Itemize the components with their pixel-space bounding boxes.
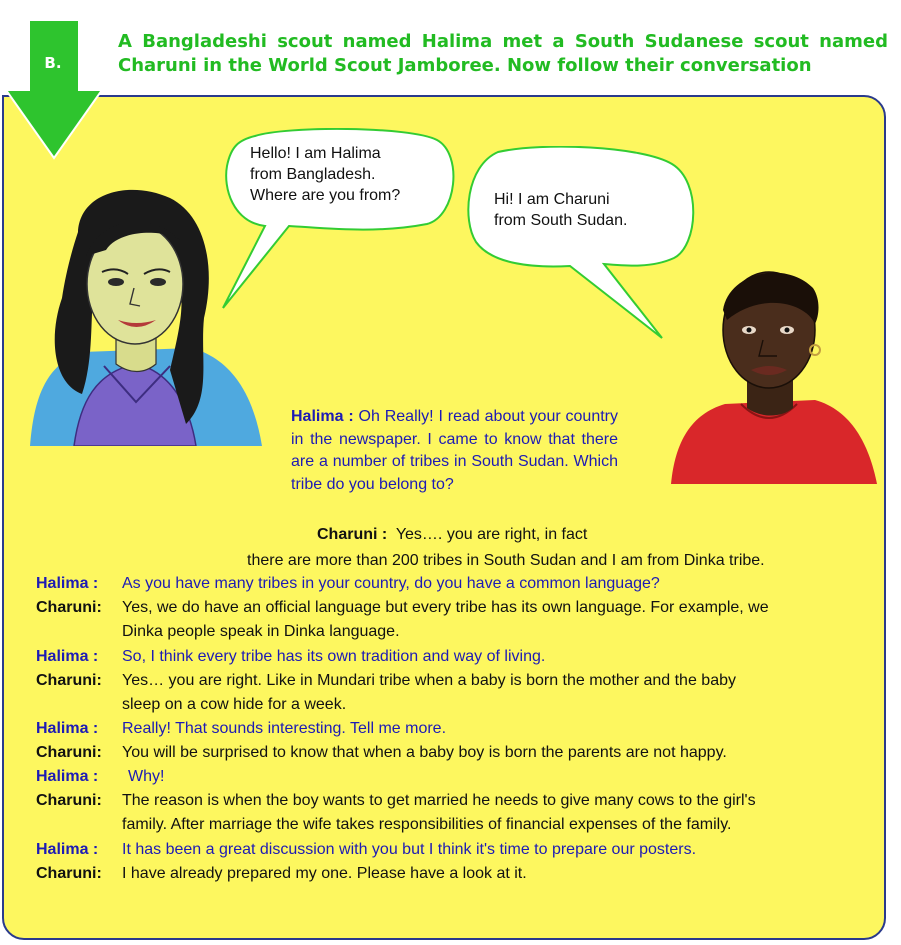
section-heading: A Bangladeshi scout named Halima met a South Sudanese scout named Charuni in the World Scout Jamboree. Now follow their conversation [118,31,888,76]
dialogue-text: there are more than 200 tribes in South Sudan and I am from Dinka tribe. [247,552,765,569]
speaker-label: Charuni : [317,526,388,543]
charuni-illustration [665,258,880,484]
dialogue-text-cont: Dinka people speak in Dinka language. [122,623,400,640]
bubble-line: from Bangladesh. [250,166,376,183]
dialogue-text: I have already prepared my one. Please have a look at it. [122,865,527,882]
section-badge: B. [44,54,62,72]
dialogue-text-cont: sleep on a cow hide for a week. [122,696,347,713]
dialogue-row [36,670,866,718]
dialogue-text-cont: family. After marriage the wife takes responsibilities of financial expenses of the family. [122,816,732,833]
speaker-label: Halima : [36,768,99,785]
down-arrow-icon [4,20,104,162]
speaker-label: Halima : [36,841,99,858]
halima-intro-line [291,406,618,496]
speaker-label: Charuni: [36,792,102,809]
bubble-line: Hello! I am Halima [250,145,381,162]
dialogue-row [36,597,866,645]
speaker-label: Halima : [291,408,354,425]
dialogue-text: Yes… you are right. Like in Mundari tribe when a baby is born the mother and the baby [122,672,736,689]
dialogue-row [36,790,866,838]
bubble-line: from South Sudan. [494,212,628,229]
bubble-line: Where are you from? [250,187,401,204]
speaker-label: Halima : [36,720,99,737]
dialogue-text: Oh Really! I read about your country in the newspaper. I came to know that there are a number of tribes in South Sudan. Which tribe do you belong to? [291,408,618,493]
dialogue-text: As you have many tribes in your country, do you have a common language? [122,575,660,592]
dialogue-text: Yes, we do have an official language but every tribe has its own language. For example, we [122,599,769,616]
dialogue-text: Yes…. you are right, in fact [395,526,588,543]
dialogue-text: Why! [128,768,165,785]
speaker-label: Charuni: [36,599,102,616]
charuni-bubble-text [494,189,684,231]
halima-bubble-text [250,143,440,206]
speaker-label: Halima : [36,575,99,592]
dialogue-text: It has been a great discussion with you but I think it's time to prepare our posters. [122,841,697,858]
charuni-intro-line [317,524,587,547]
speaker-label: Charuni: [36,865,102,882]
speaker-label: Charuni: [36,672,102,689]
bubble-line: Hi! I am Charuni [494,191,610,208]
speaker-label: Charuni: [36,744,102,761]
halima-illustration [20,188,265,446]
dialogue-text: You will be surprised to know that when a baby boy is born the parents are not happy. [122,744,727,761]
dialogue-text: Really! That sounds interesting. Tell me more. [122,720,447,737]
dialogue-text: The reason is when the boy wants to get married he needs to give many cows to the girl's [122,792,756,809]
speaker-label: Halima : [36,648,99,665]
dialogue-text: So, I think every tribe has its own tradition and way of living. [122,648,546,665]
